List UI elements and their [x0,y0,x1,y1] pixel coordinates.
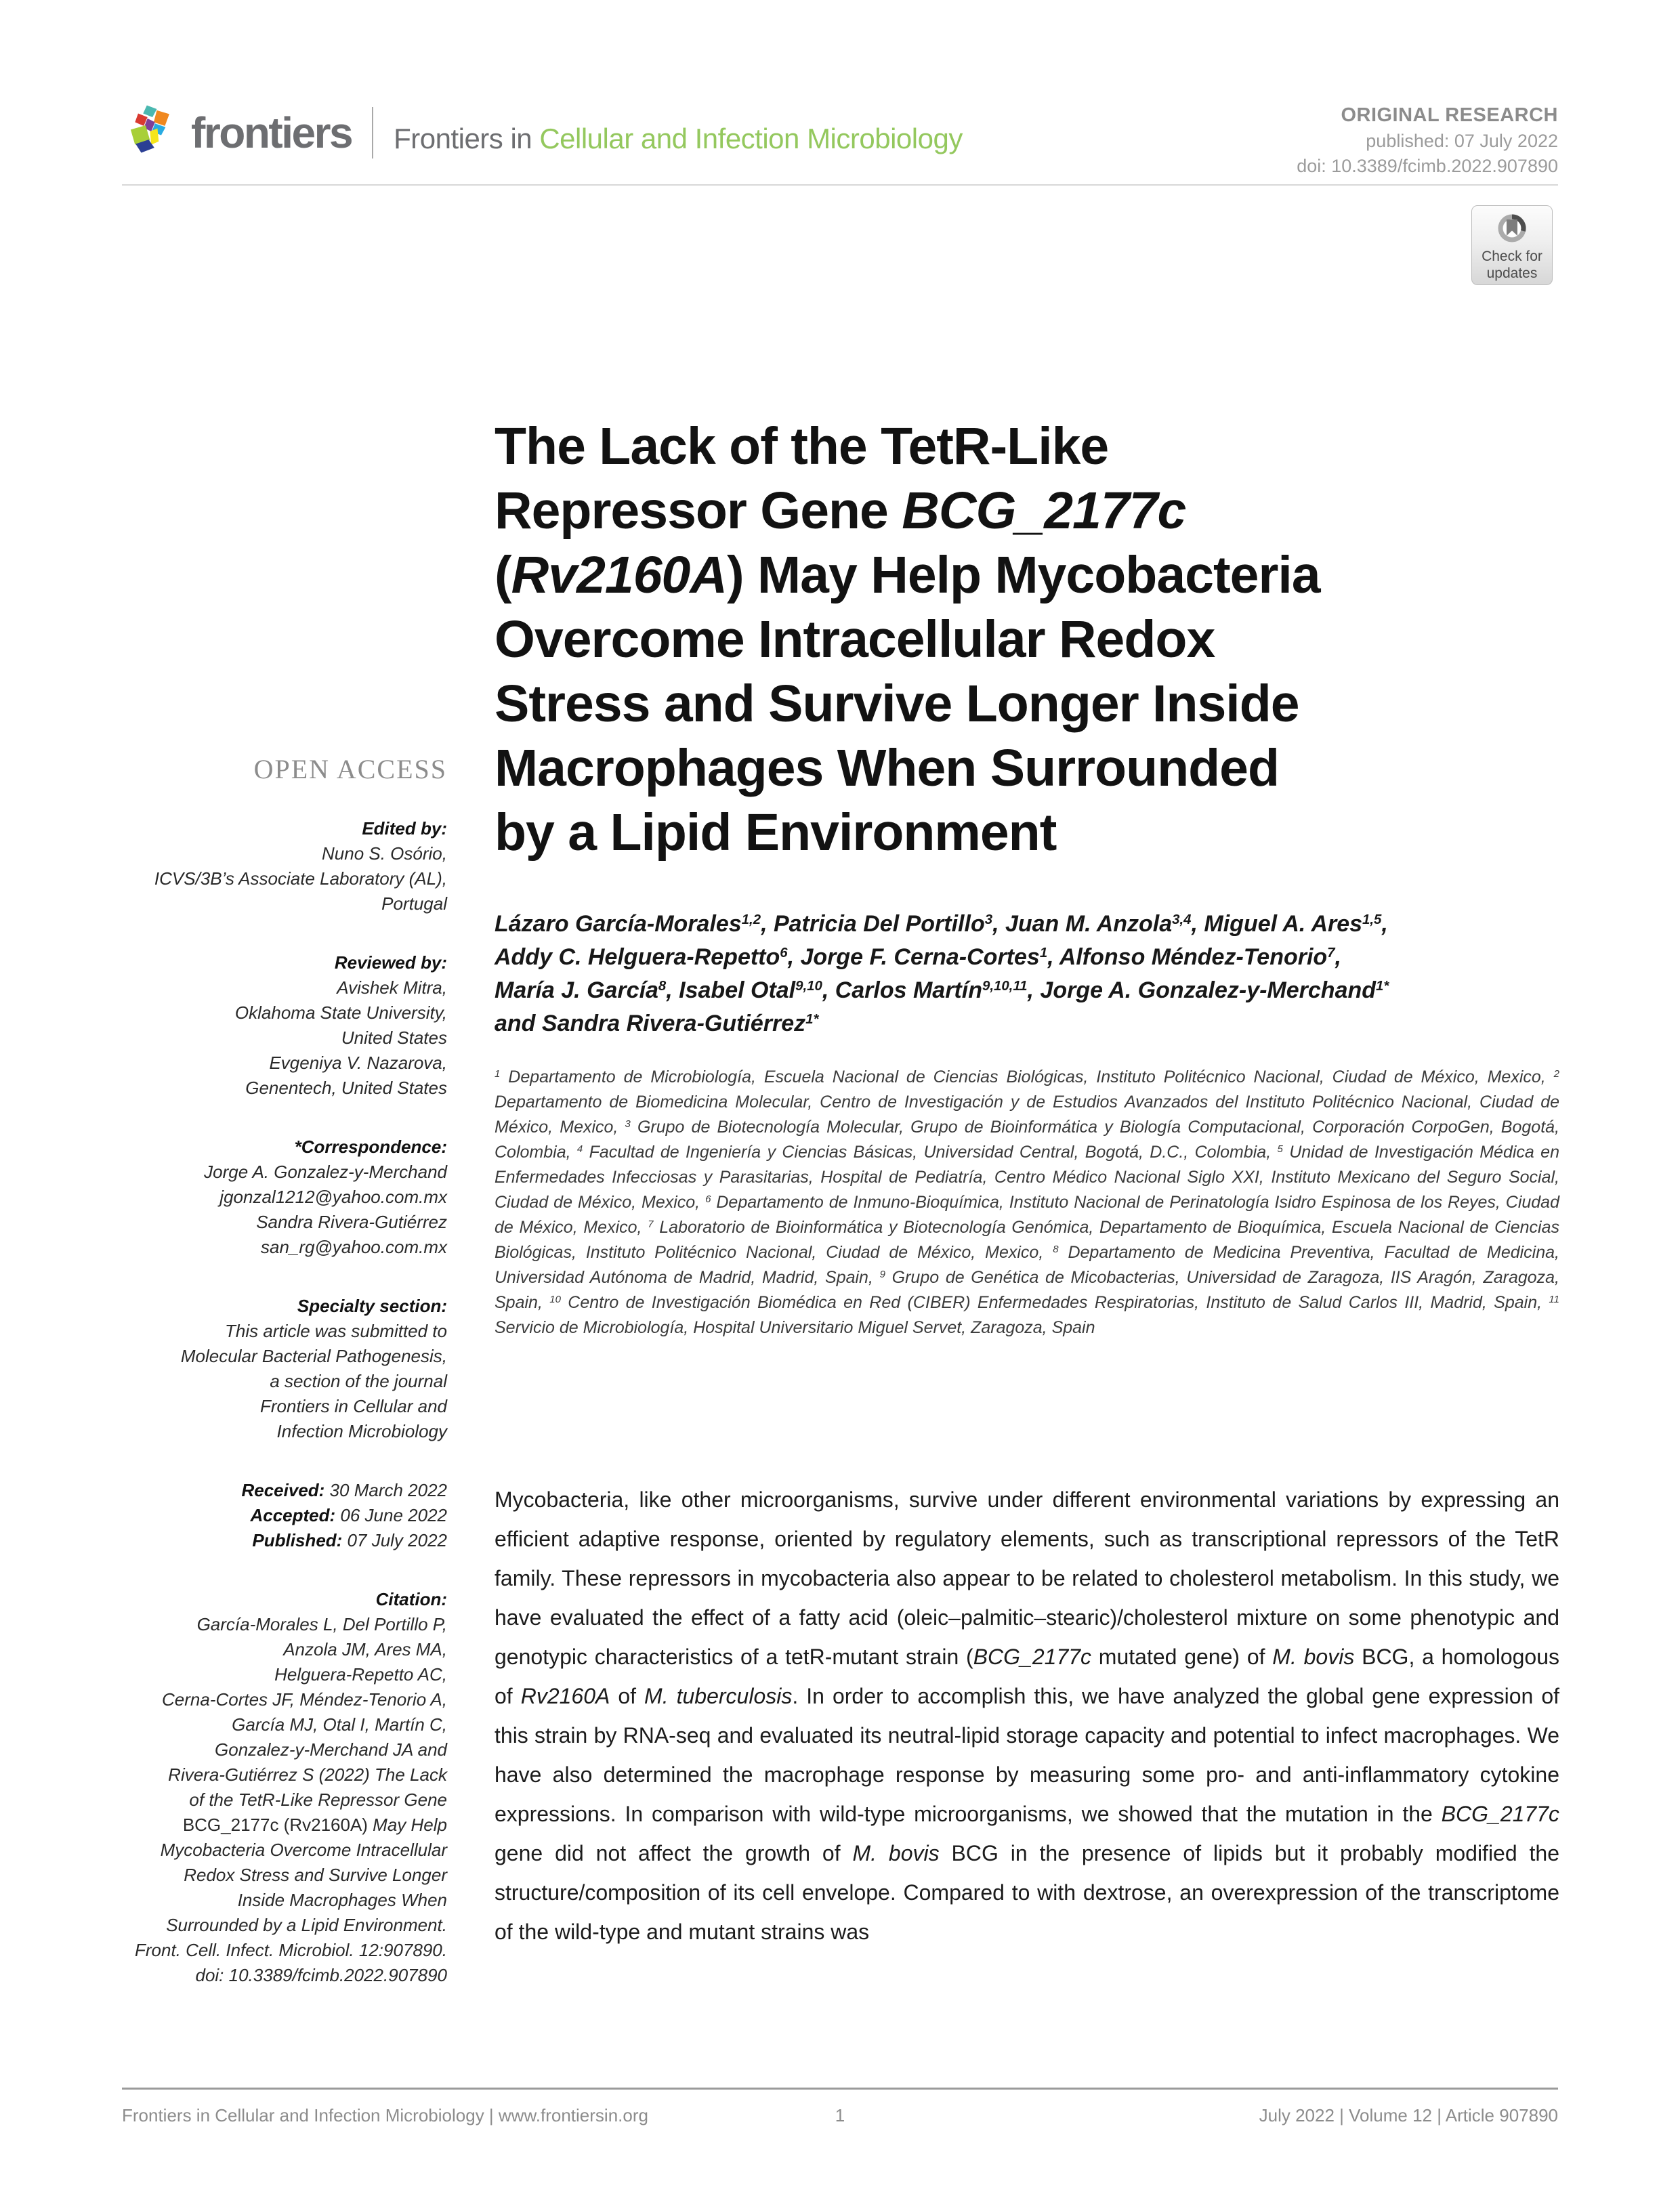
doi-text: doi: 10.3389/fcimb.2022.907890 [1297,156,1558,176]
sidebar-block-reviewed-by [108,950,447,1101]
sidebar-line: doi: 10.3389/fcimb.2022.907890 [195,1965,447,1985]
published-date: published: 07 July 2022 [1366,131,1558,151]
article-type-label: ORIGINAL RESEARCH [1341,104,1558,126]
open-access-label: OPEN ACCESS [253,754,447,784]
sidebar-line: Surrounded by a Lipid Environment. [166,1915,447,1935]
article-title-line: The Lack of the TetR-Like [495,417,1109,475]
sidebar-line: This article was submitted to [224,1321,447,1341]
sidebar-line: Portugal [381,893,447,914]
sidebar-line: of the TetR-Like Repressor Gene [189,1790,447,1810]
abstract-paragraph: Mycobacteria, like other microorganisms, survive under different environmental variations by expressing an efficient adaptive response, oriented by regulatory elements, such as transcriptional repressors of the TetR family. These repressors in mycobacteria also appear to be related to cholesterol metabolism. In this study, we have evaluated the effect of a fatty acid (oleic–palmitic–stearic)/cholesterol mixture on some phenotypic and genotypic characteristics of a tetR-mutant strain (BCG_2177c mutated gene) of M. bovis BCG, a homologous of Rv2160A of M. tuberculosis. In order to accomplish this, we have analyzed the global gene expression of this strain by RNA-seq and evaluated its neutral-lipid storage capacity and potential to infect macrophages. We have also determined the macrophage response by measuring some pro- and anti-inflammatory cytokine expressions. In comparison with wild-type microorganisms, we showed that the mutation in the BCG_2177c gene did not affect the growth of M. bovis BCG in the presence of lipids but it probably modified the structure/composition of its cell envelope. Compared to with dextrose, an overexpression of the transcriptome of the wild-type and mutant strains was [495,1487,1560,1944]
sidebar-line: Jorge A. Gonzalez-y-Merchand [204,1162,447,1182]
sidebar-line: Mycobacteria Overcome Intracellular [160,1840,447,1860]
sidebar-line: Avishek Mitra, [337,977,447,998]
sidebar-line: Sandra Rivera-Gutiérrez [256,1212,447,1232]
sidebar-line: san_rg@yahoo.com.mx [261,1237,447,1257]
article-title-line: by a Lipid Environment [495,803,1057,862]
sidebar-line: ICVS/3B’s Associate Laboratory (AL), [154,868,447,889]
authors-line: Lázaro García-Morales$^{1,2}$, Patricia Del Portillo$^3$, Juan M. Anzola$^{3,4}$, Miguel A. Ares$^{1,5}$, [495,911,1388,937]
sidebar-line: Molecular Bacterial Pathogenesis, [180,1346,447,1366]
sidebar-line: Specialty section: [297,1296,447,1316]
sidebar-line: Reviewed by: [334,952,447,973]
authors-line: Addy C. Helguera-Repetto$^6$, Jorge F. Cerna-Cortes$^1$, Alfonso Méndez-Tenorio$^7$, [495,944,1341,970]
frontiers-wordmark: frontiers [191,108,352,157]
journal-title [394,110,963,155]
sidebar-line: Received: 30 March 2022 [241,1480,447,1500]
sidebar-line: García-Morales L, Del Portillo P, [196,1614,447,1634]
sidebar-line: Evgeniya V. Nazarova, [269,1053,447,1073]
sidebar-line: Redox Stress and Survive Longer [184,1865,447,1885]
article-title-line: Overcome Intracellular Redox [495,610,1215,669]
header-rule [122,184,1558,186]
sidebar-block-citation [108,1587,447,1988]
sidebar-line: Front. Cell. Infect. Microbiol. 12:907890. [134,1940,447,1960]
frontiers-cubes-icon [122,102,184,164]
sidebar-line: Helguera-Repetto AC, [274,1664,447,1685]
article-title-line: Repressor Gene BCG_2177c [495,482,1186,540]
sidebar-line: Nuno S. Osório, [322,843,447,864]
sidebar-line: Genentech, United States [245,1078,447,1098]
footer-issue-info: July 2022 | Volume 12 | Article 907890 [1259,2105,1558,2125]
sidebar-line: BCG_2177c (Rv2160A) May Help [182,1815,447,1835]
check-for-updates-badge[interactable] [1471,205,1553,285]
check-updates-label-line2: updates [1486,266,1538,281]
authors-line: and Sandra Rivera-Gutiérrez$^{1*}$ [495,1011,819,1036]
sidebar-line: Anzola JM, Ares MA, [283,1639,447,1659]
article-title-line: Macrophages When Surrounded [495,739,1280,797]
affiliations-paragraph: $^1$ Departamento de Microbiología, Escuela Nacional de Ciencias Biológicas, Instituto Politécnico Nacional, Ciudad de México, Mexico, $^2$ Departamento de Biomedicina Molecular, Centro de Investigación y de Estudios Avanzados del Instituto Politécnico Nacional, Ciudad de México, Mexico, $^3$ Grupo de Biotecnología Molecular, Grupo de Bioinformática y Biología Computacional, Corporación CorpoGen, Bogotá, Colombia, $^4$ Facultad de Ingeniería y Ciencias Básicas, Universidad Central, Bogotá, D.C., Colombia, $^5$ Unidad de Investigación Médica en Enfermedades Infecciosas y Parasitarias, Hospital de Pediatría, Centro Médico Nacional Siglo XXI, Instituto Mexicano del Seguro Social, Ciudad de México, Mexico, $^6$ Departamento de Inmuno-Bioquímica, Instituto Nacional de Perinatología Isidro Espinosa de los Reyes, Ciudad de México, Mexico, $^7$ Laboratorio de Bioinformática y Biotecnología Genómica, Departamento de Bioquímica, Escuela Nacional de Ciencias Biológicas, Instituto Politécnico Nacional, Ciudad de México, Mexico, $^8$ Departamento de Medicina Preventiva, Facultad de Medicina, Universidad Autónoma de Madrid, Madrid, Spain, $^9$ Grupo de Genética de Micobacterias, Universidad de Zaragoza, IIS Aragón, Zaragoza, Spain, $^{10}$ Centro de Investigación Biomédica en Red (CIBER) Enfermedades Respiratorias, Instituto de Salud Carlos III, Madrid, Spain, $^{11}$ Servicio de Microbiología, Hospital Universitario Miguel Servet, Zaragoza, Spain [495,1067,1560,1337]
sidebar-block-correspondence [108,1135,447,1260]
footer-journal-url: Frontiers in Cellular and Infection Microbiology | www.frontiersin.org [122,2105,648,2125]
sidebar-line: Inside Macrophages When [237,1890,447,1910]
sidebar-line: Frontiers in Cellular and [259,1396,447,1416]
check-updates-label-line1: Check for [1482,249,1542,264]
header-meta [1297,102,1558,177]
article-title-line: (Rv2160A) May Help Mycobacteria [495,546,1320,604]
sidebar-block-edited-by [108,816,447,916]
article-sidebar [108,816,447,2022]
sidebar-line: Edited by: [362,818,447,839]
journal-title-name: Cellular and Infection Microbiology [539,123,963,154]
sidebar-line: Cerna-Cortes JF, Méndez-Tenorio A, [161,1689,447,1710]
footer-page-number: 1 [835,2105,845,2125]
journal-header [122,102,1558,177]
authors-line: María J. García$^8$, Isabel Otal$^{9,10}$, Carlos Martín$^{9,10,11}$, Jorge A. Gonzalez-y-Merchand$^{1*}$ [495,977,1389,1003]
sidebar-line: jgonzal1212@yahoo.com.mx [219,1187,447,1207]
page-footer [122,2105,1558,2126]
sidebar-line: *Correspondence: [294,1137,447,1157]
sidebar-line: Oklahoma State University, [234,1002,447,1023]
check-updates-icon [1494,211,1530,248]
header-divider [372,107,373,158]
article-title [495,415,1524,865]
sidebar-line: United States [341,1028,447,1048]
sidebar-block-specialty-section [108,1294,447,1444]
sidebar-line: Published: 07 July 2022 [252,1530,447,1550]
sidebar-line: Rivera-Gutiérrez S (2022) The Lack [168,1764,447,1785]
sidebar-line: a section of the journal [270,1371,447,1391]
footer-rule [122,2088,1558,2090]
journal-title-prefix: Frontiers in [394,123,540,154]
sidebar-block-history-dates [108,1478,447,1553]
article-title-line: Stress and Survive Longer Inside [495,675,1299,733]
sidebar-line: García MJ, Otal I, Martín C, [232,1714,447,1735]
sidebar-line: Citation: [375,1589,447,1609]
frontiers-logo [122,102,963,164]
sidebar-line: Accepted: 06 June 2022 [250,1505,447,1525]
sidebar-line: Gonzalez-y-Merchand JA and [215,1739,447,1760]
sidebar-line: Infection Microbiology [276,1421,447,1441]
authors-list [495,908,1558,1040]
